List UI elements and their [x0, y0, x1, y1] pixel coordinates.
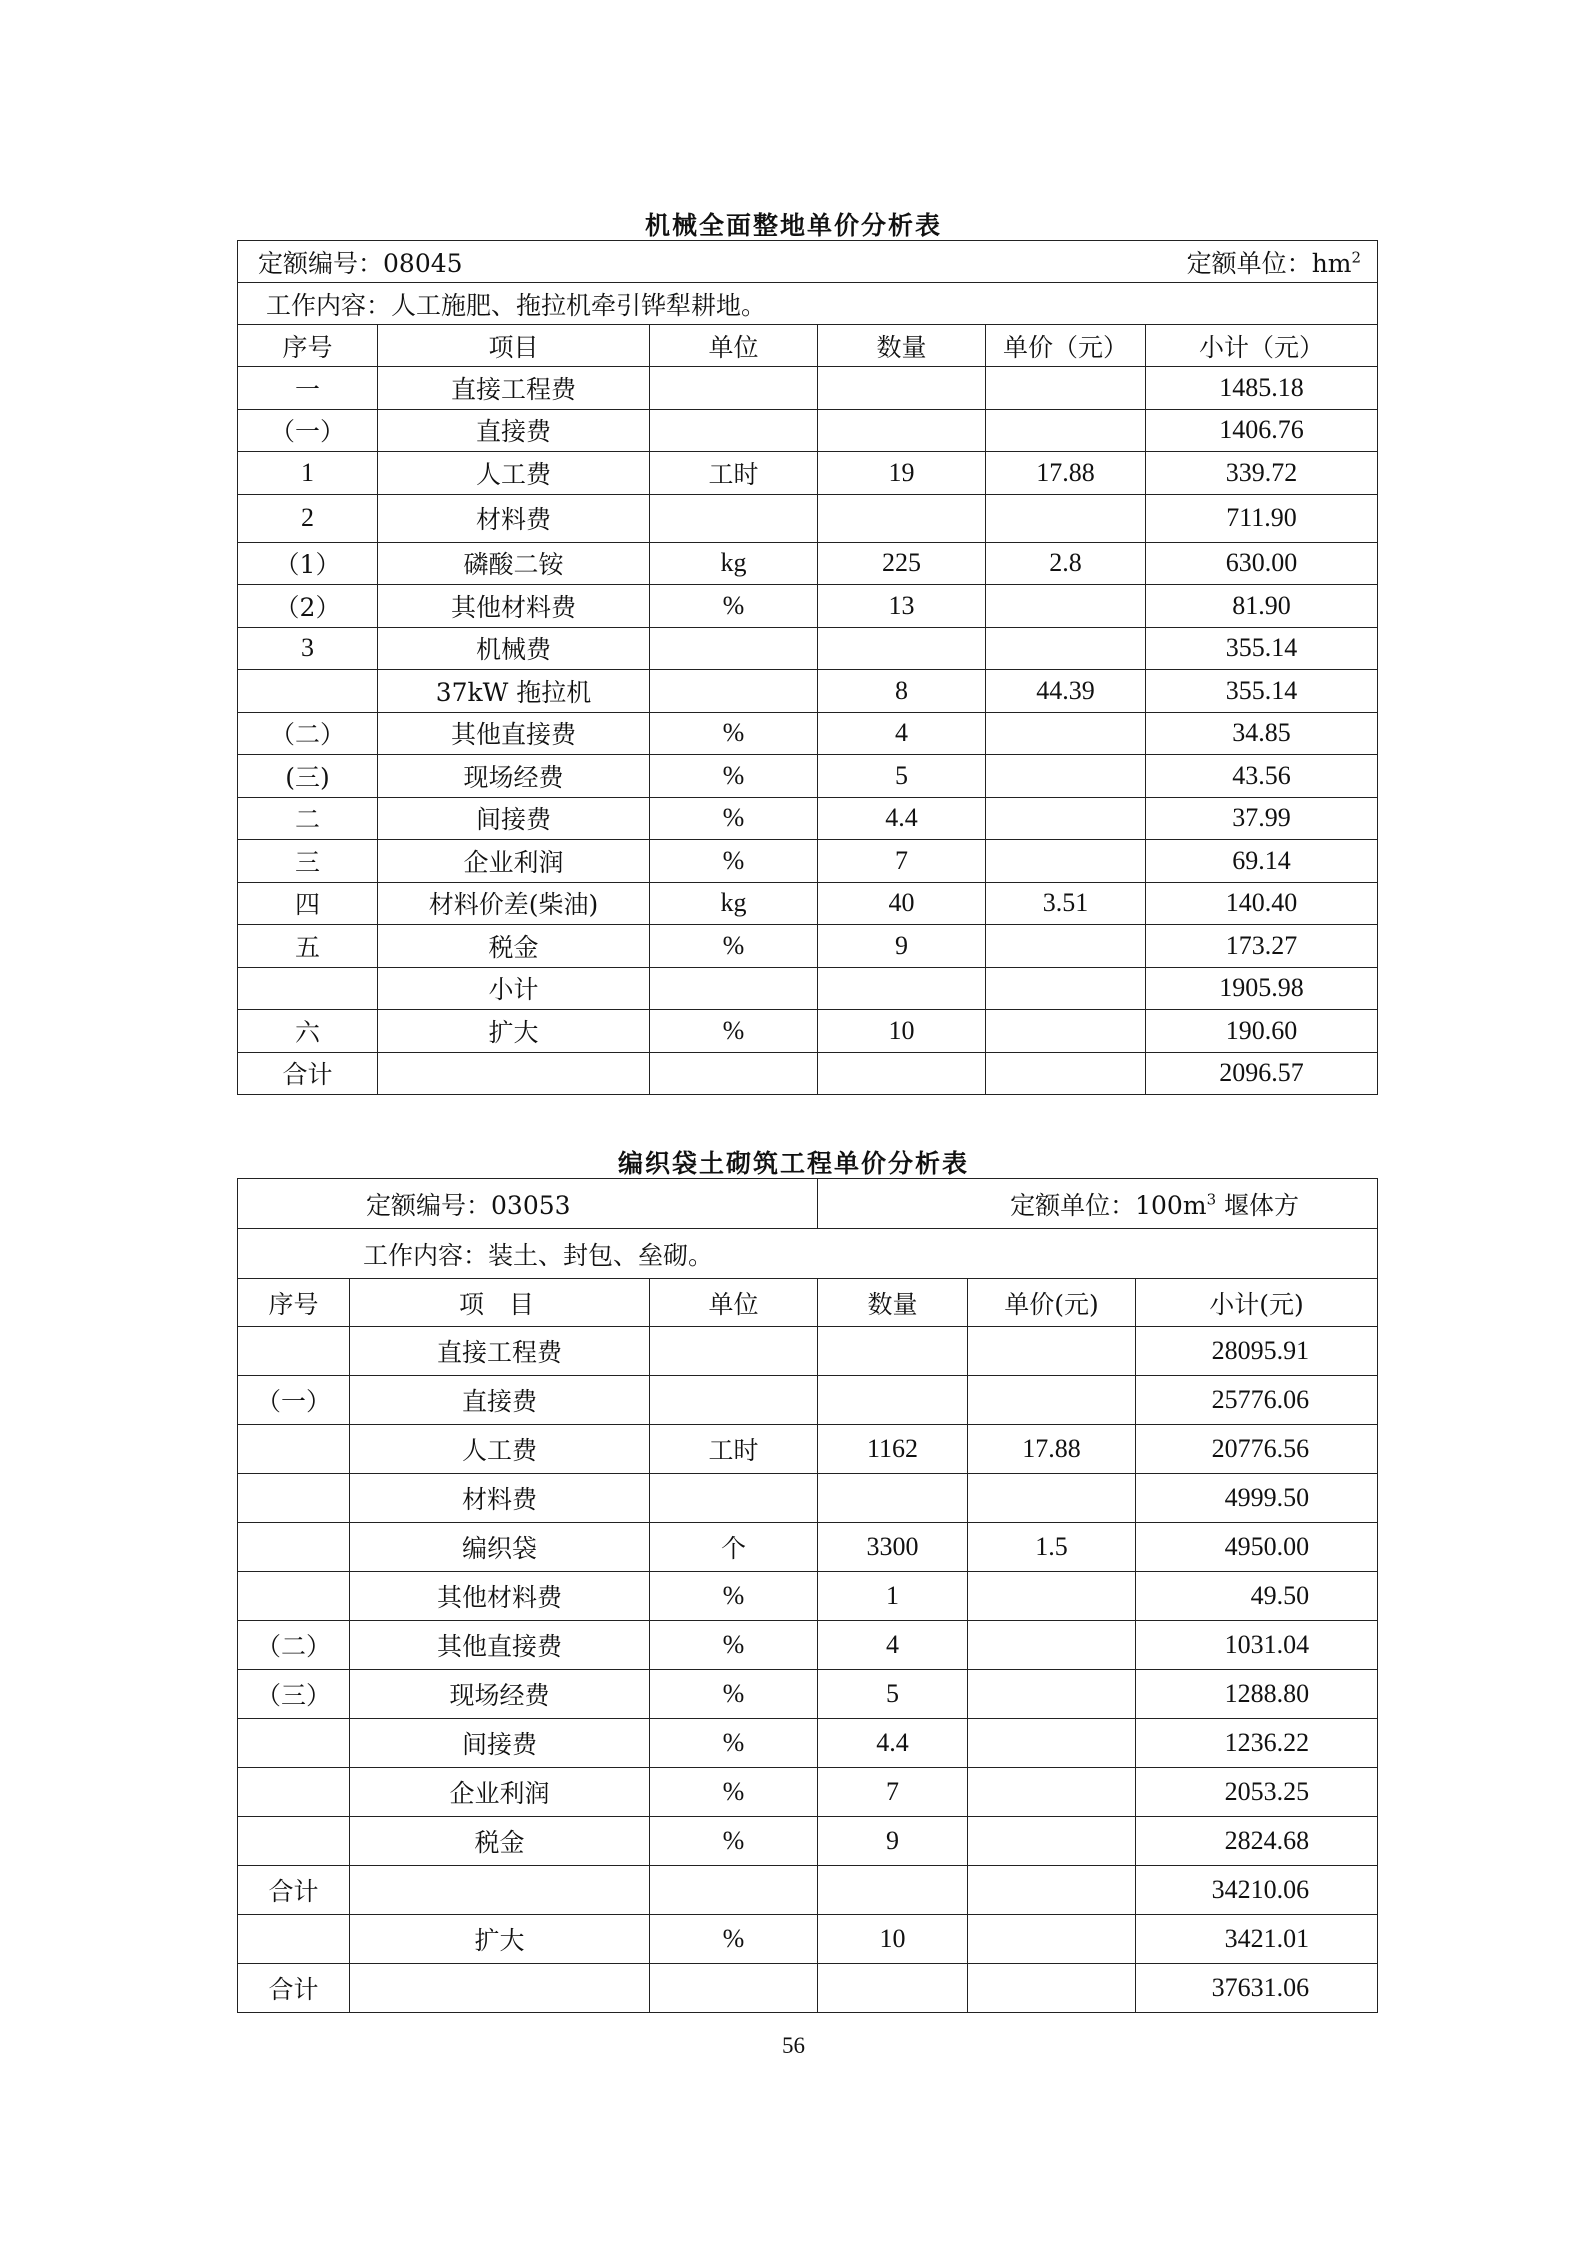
table-row: [238, 627, 1378, 670]
table-row: [238, 797, 1378, 840]
header-row: [238, 325, 1378, 367]
table-cell: [968, 1768, 1136, 1817]
table-row: [238, 1327, 1378, 1376]
table2-meta-row: [238, 1179, 1378, 1229]
table-cell: [650, 1866, 818, 1915]
table-cell: [650, 670, 818, 713]
table-row: [238, 1817, 1378, 1866]
table-cell: [238, 1572, 350, 1621]
table-cell: 2096.57: [1146, 1052, 1378, 1095]
table-cell: 个: [650, 1523, 818, 1572]
table-row: [238, 1425, 1378, 1474]
table-cell: 17.88: [968, 1425, 1136, 1474]
table-cell: [968, 1621, 1136, 1670]
table-row: [238, 585, 1378, 628]
table2-title: 编织袋土砌筑工程单价分析表: [617, 1149, 969, 1178]
table-cell: 225: [818, 542, 986, 585]
table-cell: 8: [818, 670, 986, 713]
table-cell: （2）: [238, 585, 378, 628]
table-cell: kg: [650, 542, 818, 585]
table-cell: 4950.00: [1136, 1523, 1378, 1572]
quota-number: 定额编号：08045: [258, 248, 463, 278]
table-cell: [986, 925, 1146, 968]
table-cell: kg: [650, 882, 818, 925]
table-cell: [968, 1572, 1136, 1621]
table-cell: 3300: [818, 1523, 968, 1572]
table-cell: 企业利润: [378, 840, 650, 883]
table-cell: %: [650, 797, 818, 840]
column-header: 单位: [650, 1279, 818, 1327]
table-cell: [818, 1376, 968, 1425]
table-cell: 173.27: [1146, 925, 1378, 968]
table-cell: 37kW 拖拉机: [378, 670, 650, 713]
table-cell: %: [650, 1817, 818, 1866]
table-cell: [238, 1425, 350, 1474]
table-cell: 339.72: [1146, 452, 1378, 495]
table-row: [238, 494, 1378, 542]
table-cell: [238, 1327, 350, 1376]
table2: [237, 1178, 1378, 2013]
page-number: 56: [782, 2033, 805, 2058]
table-cell: %: [650, 1768, 818, 1817]
column-header: 单价(元): [968, 1279, 1136, 1327]
quota-unit: 定额单位：$100m^3$ 堰体方: [818, 1179, 1378, 1229]
table-cell: 19: [818, 452, 986, 495]
table-cell: 711.90: [1146, 494, 1378, 542]
table-cell: 六: [238, 1010, 378, 1053]
table-cell: 1905.98: [1146, 967, 1378, 1010]
table1: [237, 240, 1378, 1095]
table-cell: 17.88: [986, 452, 1146, 495]
table-cell: [238, 1719, 350, 1768]
table-row: [238, 1768, 1378, 1817]
table-cell: （三）: [238, 1670, 350, 1719]
table1-work-content-row: [238, 283, 1378, 325]
table-cell: [818, 367, 986, 410]
table-cell: [818, 1866, 968, 1915]
table-cell: （一）: [238, 409, 378, 452]
table-cell: [238, 1768, 350, 1817]
table-cell: 34210.06: [1136, 1866, 1378, 1915]
table-cell: 间接费: [378, 797, 650, 840]
table-cell: 1288.80: [1136, 1670, 1378, 1719]
table-cell: [350, 1964, 650, 2013]
table-cell: 二: [238, 797, 378, 840]
table-cell: [986, 712, 1146, 755]
table-cell: 9: [818, 925, 986, 968]
work-content: 工作内容：人工施肥、拖拉机牵引铧犁耕地。: [238, 283, 1378, 325]
column-header: 小计（元）: [1146, 325, 1378, 367]
table-row: [238, 1719, 1378, 1768]
table-row: [238, 755, 1378, 798]
column-header: 数量: [818, 325, 986, 367]
table-cell: 37631.06: [1136, 1964, 1378, 2013]
table-cell: [238, 1474, 350, 1523]
table-cell: [986, 494, 1146, 542]
table-cell: [986, 1010, 1146, 1053]
table-cell: 磷酸二铵: [378, 542, 650, 585]
table-cell: 7: [818, 840, 986, 883]
table-cell: [986, 797, 1146, 840]
table-cell: [818, 1052, 986, 1095]
table-cell: 四: [238, 882, 378, 925]
column-header: 单价（元）: [986, 325, 1146, 367]
table-cell: [968, 1964, 1136, 2013]
table-cell: 10: [818, 1010, 986, 1053]
table1-meta-row: [238, 241, 1378, 283]
table-cell: 355.14: [1146, 627, 1378, 670]
quota-number: 定额编号：03053: [238, 1179, 818, 1229]
table-cell: 4: [818, 712, 986, 755]
table-cell: %: [650, 1719, 818, 1768]
table-cell: 3.51: [986, 882, 1146, 925]
table-cell: 现场经费: [378, 755, 650, 798]
table-cell: （二）: [238, 712, 378, 755]
table-row: [238, 409, 1378, 452]
quota-unit: 定额单位：$hm^2$: [1186, 248, 1362, 278]
table-cell: 5: [818, 1670, 968, 1719]
table-cell: %: [650, 755, 818, 798]
table-cell: %: [650, 1670, 818, 1719]
table-cell: [986, 967, 1146, 1010]
table-cell: 1162: [818, 1425, 968, 1474]
table-cell: [650, 409, 818, 452]
column-header: 小计(元): [1136, 1279, 1378, 1327]
table-cell: [968, 1327, 1136, 1376]
table-cell: [968, 1817, 1136, 1866]
table-cell: 1031.04: [1136, 1621, 1378, 1670]
table-cell: [968, 1474, 1136, 1523]
table-cell: 2: [238, 494, 378, 542]
table-cell: (三): [238, 755, 378, 798]
column-header: 数量: [818, 1279, 968, 1327]
table-cell: 合计: [238, 1964, 350, 2013]
table-cell: 机械费: [378, 627, 650, 670]
table-cell: （1）: [238, 542, 378, 585]
table-cell: 直接费: [350, 1376, 650, 1425]
column-header: 项目: [378, 325, 650, 367]
table-cell: [818, 409, 986, 452]
header-row: [238, 1279, 1378, 1327]
table-cell: [238, 670, 378, 713]
table-cell: 其他材料费: [378, 585, 650, 628]
column-header: 项 目: [350, 1279, 650, 1327]
table-cell: [818, 627, 986, 670]
table-row: [238, 925, 1378, 968]
table-cell: [350, 1866, 650, 1915]
table-cell: 材料费: [378, 494, 650, 542]
table-cell: [238, 1817, 350, 1866]
table-cell: [650, 367, 818, 410]
table-cell: 9: [818, 1817, 968, 1866]
table-row: [238, 1474, 1378, 1523]
table-cell: 材料费: [350, 1474, 650, 1523]
table-cell: [650, 494, 818, 542]
table-cell: 7: [818, 1768, 968, 1817]
table-cell: 税金: [350, 1817, 650, 1866]
table-cell: 2.8: [986, 542, 1146, 585]
table-cell: 69.14: [1146, 840, 1378, 883]
column-header: 序号: [238, 1279, 350, 1327]
table-cell: 43.56: [1146, 755, 1378, 798]
table-cell: 合计: [238, 1866, 350, 1915]
table-cell: 4.4: [818, 1719, 968, 1768]
table1-title: 机械全面整地单价分析表: [644, 211, 942, 240]
table-row: [238, 1866, 1378, 1915]
work-content: 工作内容：装土、封包、垒砌。: [238, 1229, 1378, 1279]
table-cell: （一）: [238, 1376, 350, 1425]
table-cell: [238, 1915, 350, 1964]
table-row: [238, 452, 1378, 495]
table-cell: [650, 627, 818, 670]
table-row: [238, 1052, 1378, 1095]
table-cell: 4999.50: [1136, 1474, 1378, 1523]
table-cell: [818, 1964, 968, 2013]
table-cell: 1485.18: [1146, 367, 1378, 410]
table-cell: 2824.68: [1136, 1817, 1378, 1866]
table-cell: 小计: [378, 967, 650, 1010]
table-cell: 4.4: [818, 797, 986, 840]
table-cell: [986, 409, 1146, 452]
table-cell: [650, 967, 818, 1010]
table-cell: 10: [818, 1915, 968, 1964]
table-cell: %: [650, 585, 818, 628]
table-cell: 3: [238, 627, 378, 670]
table-cell: [986, 755, 1146, 798]
table-cell: 材料价差(柴油): [378, 882, 650, 925]
table-cell: 25776.06: [1136, 1376, 1378, 1425]
table-cell: 编织袋: [350, 1523, 650, 1572]
table-cell: %: [650, 712, 818, 755]
table-cell: 三: [238, 840, 378, 883]
table-cell: 1: [818, 1572, 968, 1621]
table-cell: 44.39: [986, 670, 1146, 713]
table-cell: 190.60: [1146, 1010, 1378, 1053]
table-cell: 工时: [650, 1425, 818, 1474]
table-row: [238, 1572, 1378, 1621]
table-cell: 直接费: [378, 409, 650, 452]
table-cell: 人工费: [350, 1425, 650, 1474]
table-row: [238, 367, 1378, 410]
table-cell: %: [650, 1572, 818, 1621]
table-cell: [986, 627, 1146, 670]
table-cell: 一: [238, 367, 378, 410]
table-cell: [238, 1523, 350, 1572]
table-cell: [968, 1719, 1136, 1768]
table-cell: [986, 367, 1146, 410]
table-cell: 间接费: [350, 1719, 650, 1768]
table-cell: [650, 1327, 818, 1376]
table-cell: %: [650, 1010, 818, 1053]
table-cell: [238, 967, 378, 1010]
table-cell: 直接工程费: [350, 1327, 650, 1376]
table-cell: 直接工程费: [378, 367, 650, 410]
table-row: [238, 1523, 1378, 1572]
table-row: [238, 712, 1378, 755]
table-cell: 现场经费: [350, 1670, 650, 1719]
table-cell: 630.00: [1146, 542, 1378, 585]
column-header: 序号: [238, 325, 378, 367]
table-cell: 3421.01: [1136, 1915, 1378, 1964]
table-cell: 企业利润: [350, 1768, 650, 1817]
table-cell: [986, 840, 1146, 883]
table-cell: 五: [238, 925, 378, 968]
table-cell: 合计: [238, 1052, 378, 1095]
table-cell: 355.14: [1146, 670, 1378, 713]
table-cell: 140.40: [1146, 882, 1378, 925]
table-cell: 81.90: [1146, 585, 1378, 628]
table-cell: 20776.56: [1136, 1425, 1378, 1474]
table-cell: [968, 1915, 1136, 1964]
table-cell: %: [650, 1621, 818, 1670]
table-cell: [650, 1052, 818, 1095]
table-cell: 工时: [650, 452, 818, 495]
table-cell: 人工费: [378, 452, 650, 495]
column-header: 单位: [650, 325, 818, 367]
table-cell: [968, 1866, 1136, 1915]
table-cell: 4: [818, 1621, 968, 1670]
table-cell: [818, 494, 986, 542]
table-cell: 5: [818, 755, 986, 798]
table-row: [238, 1915, 1378, 1964]
table2-work-content-row: [238, 1229, 1378, 1279]
table-cell: [650, 1376, 818, 1425]
table-cell: %: [650, 840, 818, 883]
table-cell: 扩大: [350, 1915, 650, 1964]
table-cell: 2053.25: [1136, 1768, 1378, 1817]
table-row: [238, 967, 1378, 1010]
table-cell: %: [650, 925, 818, 968]
table-cell: 13: [818, 585, 986, 628]
table-cell: 1406.76: [1146, 409, 1378, 452]
table-cell: 税金: [378, 925, 650, 968]
table-row: [238, 670, 1378, 713]
table-row: [238, 1964, 1378, 2013]
table-cell: 49.50: [1136, 1572, 1378, 1621]
table-cell: [818, 1327, 968, 1376]
table-row: [238, 1010, 1378, 1053]
table-row: [238, 1670, 1378, 1719]
table-cell: [818, 1474, 968, 1523]
table-cell: 28095.91: [1136, 1327, 1378, 1376]
table-cell: %: [650, 1915, 818, 1964]
table-cell: 其他直接费: [350, 1621, 650, 1670]
table-row: [238, 840, 1378, 883]
table-cell: [986, 1052, 1146, 1095]
table-cell: [968, 1670, 1136, 1719]
table-cell: 1.5: [968, 1523, 1136, 1572]
table-cell: [650, 1474, 818, 1523]
table-cell: 1: [238, 452, 378, 495]
table-row: [238, 1621, 1378, 1670]
table-cell: [818, 967, 986, 1010]
table-cell: 扩大: [378, 1010, 650, 1053]
table-cell: 其他直接费: [378, 712, 650, 755]
table-row: [238, 1376, 1378, 1425]
table-cell: [986, 585, 1146, 628]
table-cell: 34.85: [1146, 712, 1378, 755]
table-cell: （二）: [238, 1621, 350, 1670]
table-cell: [968, 1376, 1136, 1425]
table-row: [238, 882, 1378, 925]
table-cell: 40: [818, 882, 986, 925]
table-cell: 37.99: [1146, 797, 1378, 840]
table-cell: [378, 1052, 650, 1095]
table-cell: [650, 1964, 818, 2013]
table-cell: 其他材料费: [350, 1572, 650, 1621]
table-row: [238, 542, 1378, 585]
table-cell: 1236.22: [1136, 1719, 1378, 1768]
